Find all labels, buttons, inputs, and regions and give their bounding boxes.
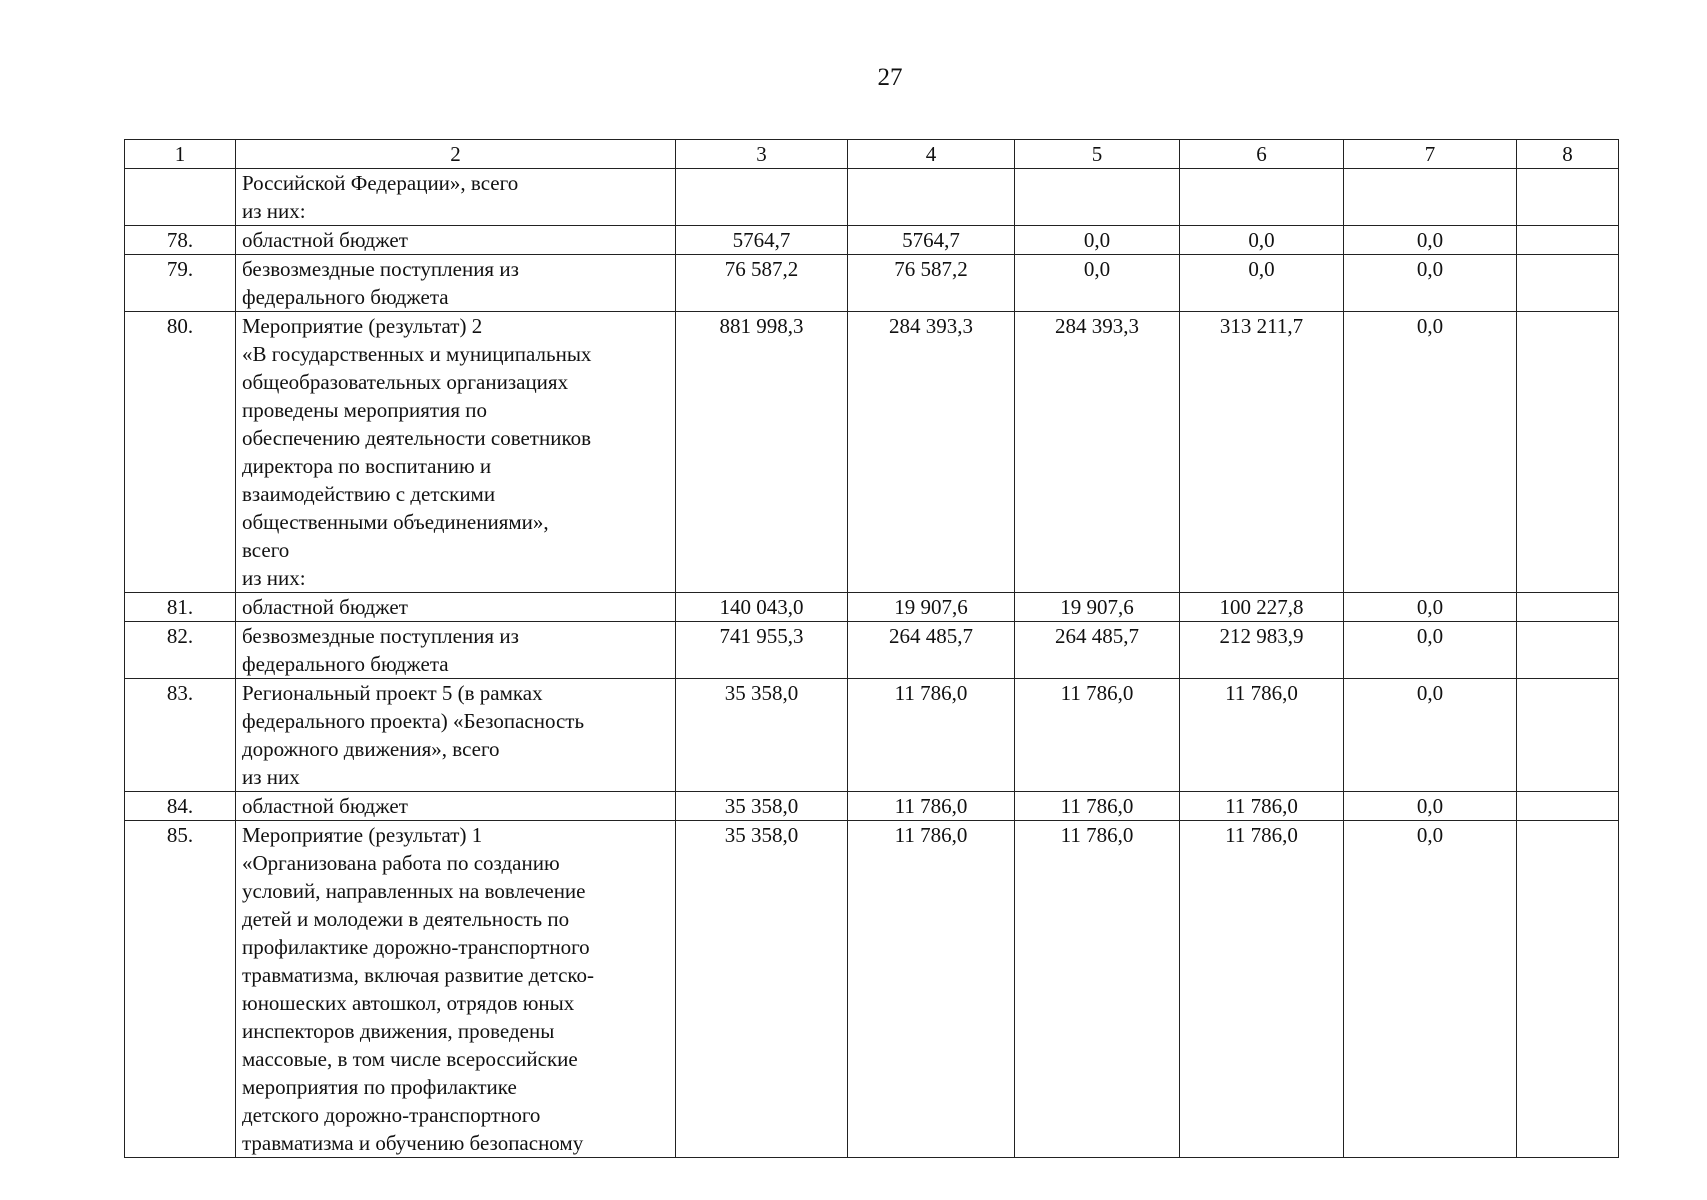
column-header-7: 7 (1344, 140, 1517, 169)
value-col-3 (676, 169, 848, 226)
value-col-5: 0,0 (1015, 255, 1180, 312)
row-description: Региональный проект 5 (в рамках федерального проекта) «Безопасность дорожного движения», всего из них (236, 679, 676, 792)
row-number: 80. (125, 312, 236, 593)
column-header-8: 8 (1517, 140, 1619, 169)
row-description: Мероприятие (результат) 2 «В государственных и муниципальных общеобразовательных организациях проведены мероприятия по обеспечению деятельности советников директора по воспитанию и взаимодействию с детскими общественными объединениями», всего из них: (236, 312, 676, 593)
value-col-8 (1517, 593, 1619, 622)
value-col-6: 11 786,0 (1180, 792, 1344, 821)
value-col-3: 35 358,0 (676, 792, 848, 821)
value-col-4: 5764,7 (848, 226, 1015, 255)
value-col-5: 284 393,3 (1015, 312, 1180, 593)
table-row (125, 255, 1619, 312)
value-col-7: 0,0 (1344, 622, 1517, 679)
value-col-8 (1517, 255, 1619, 312)
value-col-7: 0,0 (1344, 312, 1517, 593)
value-col-6: 11 786,0 (1180, 821, 1344, 1158)
row-number: 83. (125, 679, 236, 792)
value-col-4: 11 786,0 (848, 821, 1015, 1158)
column-header-4: 4 (848, 140, 1015, 169)
value-col-6: 0,0 (1180, 226, 1344, 255)
row-description: областной бюджет (236, 593, 676, 622)
value-col-5: 264 485,7 (1015, 622, 1180, 679)
row-number: 78. (125, 226, 236, 255)
value-col-6 (1180, 169, 1344, 226)
value-col-4: 11 786,0 (848, 679, 1015, 792)
value-col-4 (848, 169, 1015, 226)
value-col-6: 212 983,9 (1180, 622, 1344, 679)
table-row (125, 821, 1619, 1158)
row-number: 79. (125, 255, 236, 312)
column-header-3: 3 (676, 140, 848, 169)
value-col-3: 76 587,2 (676, 255, 848, 312)
budget-table (124, 139, 1619, 1158)
value-col-7 (1344, 169, 1517, 226)
row-number: 84. (125, 792, 236, 821)
row-description: областной бюджет (236, 226, 676, 255)
row-description: областной бюджет (236, 792, 676, 821)
table-row (125, 679, 1619, 792)
table-row (125, 622, 1619, 679)
column-header-2: 2 (236, 140, 676, 169)
value-col-5: 11 786,0 (1015, 679, 1180, 792)
value-col-3: 140 043,0 (676, 593, 848, 622)
value-col-6: 100 227,8 (1180, 593, 1344, 622)
row-number: 85. (125, 821, 236, 1158)
value-col-8 (1517, 792, 1619, 821)
row-number: 81. (125, 593, 236, 622)
value-col-7: 0,0 (1344, 593, 1517, 622)
column-header-5: 5 (1015, 140, 1180, 169)
value-col-7: 0,0 (1344, 679, 1517, 792)
value-col-7: 0,0 (1344, 821, 1517, 1158)
value-col-8 (1517, 312, 1619, 593)
table-row (125, 593, 1619, 622)
value-col-8 (1517, 679, 1619, 792)
value-col-4: 76 587,2 (848, 255, 1015, 312)
value-col-7: 0,0 (1344, 226, 1517, 255)
value-col-4: 284 393,3 (848, 312, 1015, 593)
value-col-3: 35 358,0 (676, 821, 848, 1158)
value-col-3: 881 998,3 (676, 312, 848, 593)
value-col-5: 11 786,0 (1015, 821, 1180, 1158)
column-header-6: 6 (1180, 140, 1344, 169)
table-row (125, 226, 1619, 255)
row-description: Российской Федерации», всего из них: (236, 169, 676, 226)
value-col-5: 11 786,0 (1015, 792, 1180, 821)
value-col-8 (1517, 226, 1619, 255)
table-row (125, 792, 1619, 821)
page-number: 27 (877, 64, 903, 91)
value-col-8 (1517, 169, 1619, 226)
value-col-3: 5764,7 (676, 226, 848, 255)
value-col-4: 19 907,6 (848, 593, 1015, 622)
value-col-5: 0,0 (1015, 226, 1180, 255)
row-number: 82. (125, 622, 236, 679)
value-col-6: 0,0 (1180, 255, 1344, 312)
value-col-3: 741 955,3 (676, 622, 848, 679)
value-col-6: 11 786,0 (1180, 679, 1344, 792)
table-row (125, 169, 1619, 226)
value-col-5 (1015, 169, 1180, 226)
column-number-row (125, 140, 1619, 169)
value-col-7: 0,0 (1344, 255, 1517, 312)
value-col-7: 0,0 (1344, 792, 1517, 821)
row-number (125, 169, 236, 226)
value-col-8 (1517, 622, 1619, 679)
table-row (125, 312, 1619, 593)
row-description: безвозмездные поступления из федерального бюджета (236, 255, 676, 312)
value-col-5: 19 907,6 (1015, 593, 1180, 622)
row-description: безвозмездные поступления из федерального бюджета (236, 622, 676, 679)
value-col-4: 11 786,0 (848, 792, 1015, 821)
value-col-6: 313 211,7 (1180, 312, 1344, 593)
column-header-1: 1 (125, 140, 236, 169)
row-description: Мероприятие (результат) 1 «Организована работа по созданию условий, направленных на вовлечение детей и молодежи в деятельность по профилактике дорожно-транспортного травматизма, включая развитие детско- юношеских автошкол, отрядов юных инспекторов движения, проведены массовые, в том числе всероссийские мероприятия по профилактике детского дорожно-транспортного травматизма и обучению безопасному (236, 821, 676, 1158)
value-col-3: 35 358,0 (676, 679, 848, 792)
value-col-4: 264 485,7 (848, 622, 1015, 679)
value-col-8 (1517, 821, 1619, 1158)
